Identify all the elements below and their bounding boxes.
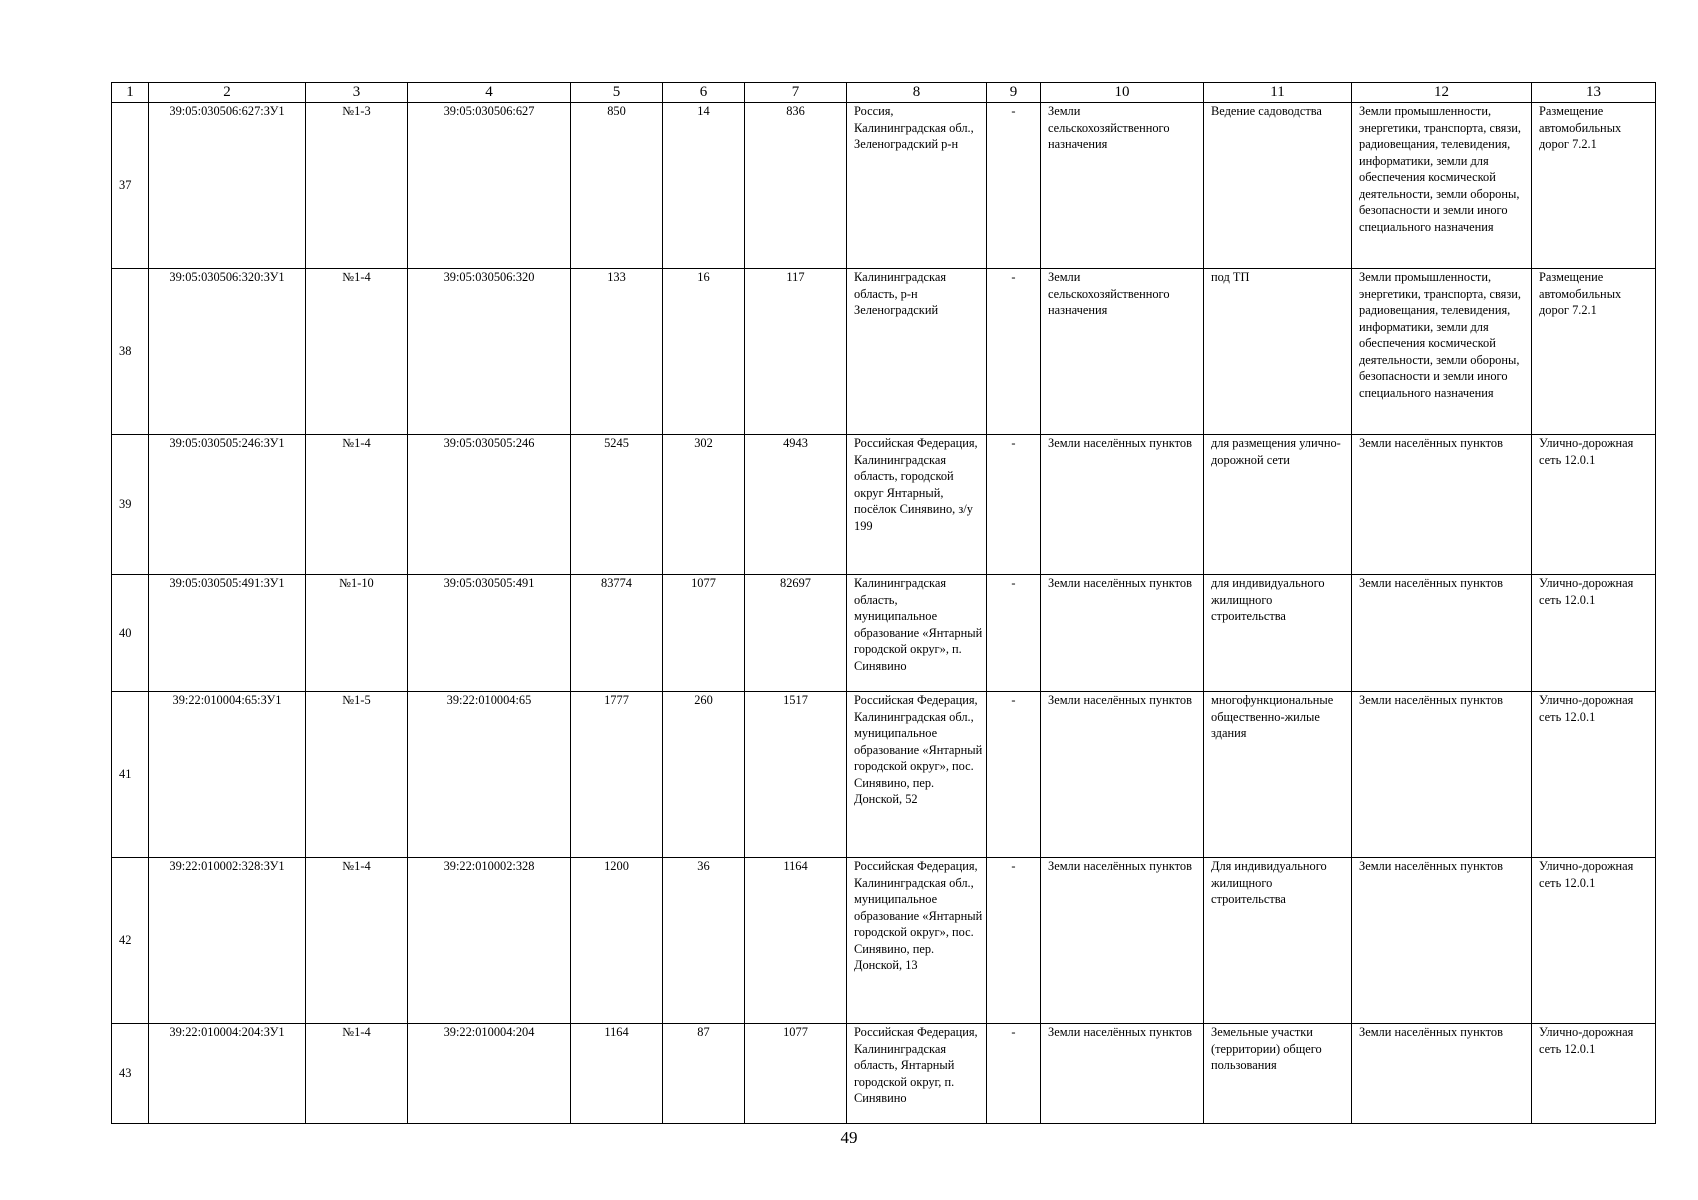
lot-number: №1-10 (306, 575, 408, 692)
column-9-value: - (987, 692, 1041, 858)
col-header-2: 2 (149, 83, 306, 103)
land-category: Земли сельскохозяйственного назначения (1041, 269, 1204, 435)
lot-number: №1-4 (306, 858, 408, 1024)
lot-number: №1-4 (306, 1024, 408, 1124)
col-header-11: 11 (1204, 83, 1352, 103)
table-row (112, 435, 1656, 575)
permitted-use: Для индивидуального жилищного строительства (1204, 858, 1352, 1024)
table-row (112, 692, 1656, 858)
address: Калининградская область, р-н Зеленоградский (847, 269, 987, 435)
row-number: 40 (112, 575, 149, 692)
land-category: Земли сельскохозяйственного назначения (1041, 103, 1204, 269)
table-row (112, 103, 1656, 269)
cadastral-number: 39:05:030505:246 (408, 435, 571, 575)
area-remaining: 1164 (745, 858, 847, 1024)
col-header-8: 8 (847, 83, 987, 103)
page-number: 49 (840, 1128, 858, 1147)
new-permitted-use: Размещение автомобильных дорог 7.2.1 (1532, 269, 1656, 435)
area-total: 5245 (571, 435, 663, 575)
cadastral-number: 39:22:010004:204 (408, 1024, 571, 1124)
address: Российская Федерация, Калининградская обл., муниципальное образование «Янтарный городской округ», пос. Синявино, пер. Донской, 52 (847, 692, 987, 858)
lot-number: №1-5 (306, 692, 408, 858)
new-plot-id: 39:22:010004:65:ЗУ1 (149, 692, 306, 858)
column-number-row (112, 83, 1656, 103)
area-part: 87 (663, 1024, 745, 1124)
area-remaining: 4943 (745, 435, 847, 575)
new-land-category: Земли промышленности, энергетики, транспорта, связи, радиовещания, телевидения, информатики, земли для обеспечения космической деятельности, земли обороны, безопасности и земли иного специального назначения (1352, 103, 1532, 269)
col-header-12: 12 (1352, 83, 1532, 103)
new-land-category: Земли населённых пунктов (1352, 692, 1532, 858)
col-header-3: 3 (306, 83, 408, 103)
land-category: Земли населённых пунктов (1041, 575, 1204, 692)
land-category: Земли населённых пунктов (1041, 692, 1204, 858)
area-part: 1077 (663, 575, 745, 692)
col-header-7: 7 (745, 83, 847, 103)
area-total: 83774 (571, 575, 663, 692)
table-row (112, 858, 1656, 1024)
col-header-5: 5 (571, 83, 663, 103)
permitted-use: для размещения улично-дорожной сети (1204, 435, 1352, 575)
table-row (112, 575, 1656, 692)
cadastral-number: 39:22:010002:328 (408, 858, 571, 1024)
new-plot-id: 39:05:030506:627:ЗУ1 (149, 103, 306, 269)
address: Россия, Калининградская обл., Зеленоградский р-н (847, 103, 987, 269)
new-permitted-use: Улично-дорожная сеть 12.0.1 (1532, 692, 1656, 858)
column-9-value: - (987, 1024, 1041, 1124)
cadastral-number: 39:22:010004:65 (408, 692, 571, 858)
address: Российская Федерация, Калининградская обл., муниципальное образование «Янтарный городской округ», пос. Синявино, пер. Донской, 13 (847, 858, 987, 1024)
col-header-13: 13 (1532, 83, 1656, 103)
address: Калининградская область, муниципальное образование «Янтарный городской округ», п. Синявино (847, 575, 987, 692)
permitted-use: под ТП (1204, 269, 1352, 435)
col-header-6: 6 (663, 83, 745, 103)
new-land-category: Земли промышленности, энергетики, транспорта, связи, радиовещания, телевидения, информатики, земли для обеспечения космической деятельности, земли обороны, безопасности и земли иного специального назначения (1352, 269, 1532, 435)
cadastral-number: 39:05:030506:320 (408, 269, 571, 435)
new-permitted-use: Улично-дорожная сеть 12.0.1 (1532, 1024, 1656, 1124)
area-part: 260 (663, 692, 745, 858)
permitted-use: для индивидуального жилищного строительства (1204, 575, 1352, 692)
new-land-category: Земли населённых пунктов (1352, 1024, 1532, 1124)
area-part: 36 (663, 858, 745, 1024)
new-permitted-use: Размещение автомобильных дорог 7.2.1 (1532, 103, 1656, 269)
col-header-10: 10 (1041, 83, 1204, 103)
row-number: 37 (112, 103, 149, 269)
lot-number: №1-4 (306, 435, 408, 575)
permitted-use: Ведение садоводства (1204, 103, 1352, 269)
column-9-value: - (987, 858, 1041, 1024)
table-row (112, 269, 1656, 435)
area-remaining: 82697 (745, 575, 847, 692)
column-9-value: - (987, 575, 1041, 692)
new-land-category: Земли населённых пунктов (1352, 575, 1532, 692)
new-permitted-use: Улично-дорожная сеть 12.0.1 (1532, 858, 1656, 1024)
new-permitted-use: Улично-дорожная сеть 12.0.1 (1532, 435, 1656, 575)
row-number: 39 (112, 435, 149, 575)
new-plot-id: 39:22:010004:204:ЗУ1 (149, 1024, 306, 1124)
lot-number: №1-4 (306, 269, 408, 435)
new-land-category: Земли населённых пунктов (1352, 858, 1532, 1024)
new-plot-id: 39:05:030506:320:ЗУ1 (149, 269, 306, 435)
cadastral-number: 39:05:030505:491 (408, 575, 571, 692)
new-plot-id: 39:05:030505:491:ЗУ1 (149, 575, 306, 692)
area-total: 1200 (571, 858, 663, 1024)
land-category: Земли населённых пунктов (1041, 1024, 1204, 1124)
table-row (112, 1024, 1656, 1124)
row-number: 43 (112, 1024, 149, 1124)
area-total: 850 (571, 103, 663, 269)
col-header-9: 9 (987, 83, 1041, 103)
address: Российская Федерация, Калининградская область, городской округ Янтарный, посёлок Синявино, з/у 199 (847, 435, 987, 575)
land-category: Земли населённых пунктов (1041, 435, 1204, 575)
col-header-4: 4 (408, 83, 571, 103)
column-9-value: - (987, 103, 1041, 269)
column-9-value: - (987, 269, 1041, 435)
row-number: 41 (112, 692, 149, 858)
land-category: Земли населённых пунктов (1041, 858, 1204, 1024)
address: Российская Федерация, Калининградская область, Янтарный городской округ, п. Синявино (847, 1024, 987, 1124)
area-remaining: 117 (745, 269, 847, 435)
area-total: 1164 (571, 1024, 663, 1124)
row-number: 38 (112, 269, 149, 435)
row-number: 42 (112, 858, 149, 1024)
area-remaining: 1517 (745, 692, 847, 858)
cadastral-number: 39:05:030506:627 (408, 103, 571, 269)
land-plots-table (111, 82, 1656, 1124)
new-plot-id: 39:05:030505:246:ЗУ1 (149, 435, 306, 575)
new-plot-id: 39:22:010002:328:ЗУ1 (149, 858, 306, 1024)
area-part: 14 (663, 103, 745, 269)
area-total: 1777 (571, 692, 663, 858)
permitted-use: Земельные участки (территории) общего пользования (1204, 1024, 1352, 1124)
area-part: 16 (663, 269, 745, 435)
column-9-value: - (987, 435, 1041, 575)
new-land-category: Земли населённых пунктов (1352, 435, 1532, 575)
area-total: 133 (571, 269, 663, 435)
area-remaining: 1077 (745, 1024, 847, 1124)
lot-number: №1-3 (306, 103, 408, 269)
new-permitted-use: Улично-дорожная сеть 12.0.1 (1532, 575, 1656, 692)
col-header-1: 1 (112, 83, 149, 103)
area-remaining: 836 (745, 103, 847, 269)
area-part: 302 (663, 435, 745, 575)
permitted-use: многофункциональные общественно-жилые здания (1204, 692, 1352, 858)
